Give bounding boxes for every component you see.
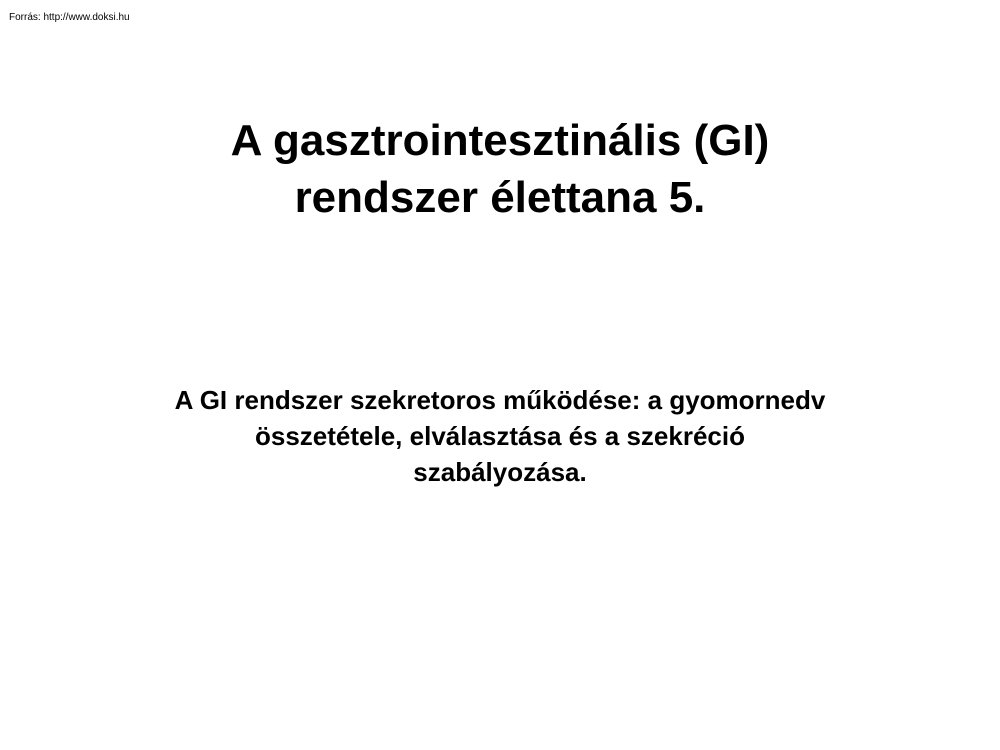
slide-subtitle-line-2: összetétele, elválasztása és a szekréció [255,421,745,451]
slide-title-line-1: A gasztrointesztinális (GI) [230,116,770,165]
slide-subtitle-line-1: A GI rendszer szekretoros működése: a gyomornedv [174,385,826,415]
source-note: Forrás: http://www.doksi.hu [9,12,130,23]
slide-subtitle [40,382,960,490]
slide-title [50,112,950,226]
slide-subtitle-line-3: szabályozása. [413,457,587,487]
slide-title-line-2: rendszer élettana 5. [294,173,706,222]
